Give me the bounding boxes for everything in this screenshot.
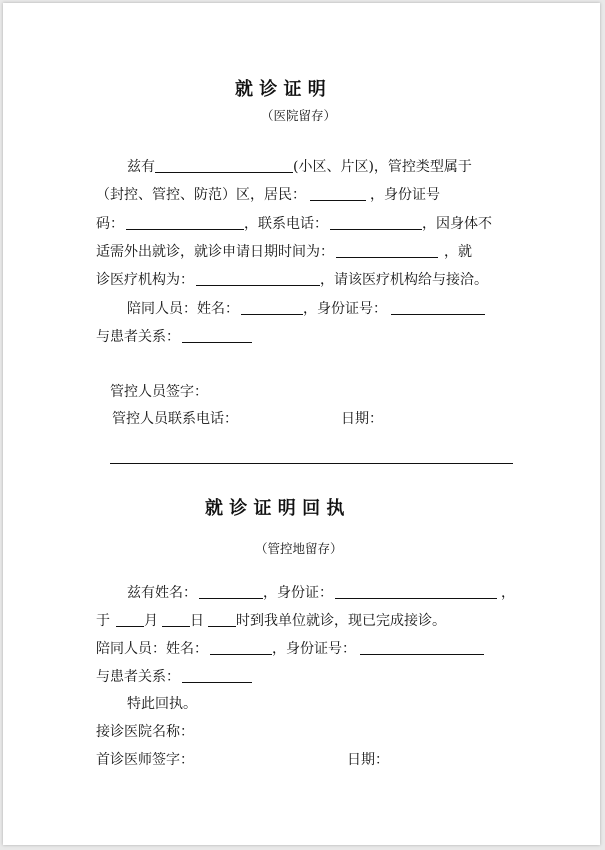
label-zi-you: 兹有 [127, 159, 155, 175]
receipt-line-3 [96, 639, 484, 658]
blank-relationship[interactable] [182, 667, 252, 683]
cert-staff-phone: 管控人员联系电话： [112, 411, 238, 427]
blank-month[interactable] [116, 611, 144, 627]
label-reason: ，因身体不 [422, 216, 492, 232]
blank-hour[interactable] [208, 611, 236, 627]
label-relationship: 与患者关系： [96, 329, 180, 345]
blank-id-number[interactable] [126, 214, 244, 230]
label-companion-id: ，身份证号： [303, 301, 387, 317]
label-relationship: 与患者关系： [96, 669, 180, 685]
label-code: 码： [96, 216, 124, 232]
blank-companion-id[interactable] [360, 639, 484, 655]
label-patient-name: 兹有姓名： [127, 585, 197, 601]
label-companion-name: 陪同人员：姓名： [127, 301, 239, 317]
receipt-date: 日期： [347, 752, 389, 768]
cert-line-4 [96, 242, 472, 261]
label-visit-done: 时到我单位就诊，现已完成接诊。 [236, 613, 446, 629]
receipt-title: 就 诊 证 明 回 执 [205, 498, 345, 519]
receipt-doctor-sign: 首诊医师签字： [96, 752, 194, 768]
blank-resident-name[interactable] [310, 185, 366, 201]
cert-sign: 管控人员签字： [110, 384, 208, 400]
cert-line-2 [96, 185, 440, 204]
label-yu: 于 [96, 613, 110, 629]
label-companion-name: 陪同人员：姓名： [96, 641, 208, 657]
label-month: 月 [144, 613, 158, 629]
cert-line-6 [127, 299, 485, 318]
blank-patient-name[interactable] [199, 583, 263, 599]
label-companion-id: ，身份证号： [272, 641, 356, 657]
blank-day[interactable] [162, 611, 190, 627]
blank-institution[interactable] [196, 270, 320, 286]
label-apply-time: 适需外出就诊，就诊申请日期时间为： [96, 244, 334, 260]
cut-line-divider [110, 463, 513, 464]
label-jiu: ，就 [444, 244, 472, 260]
label-day: 日 [190, 613, 204, 629]
label-zone-resident: （封控、管控、防范）区，居民： [96, 187, 306, 203]
blank-patient-id[interactable] [335, 583, 497, 599]
receipt-subtitle: （管控地留存） [255, 541, 343, 556]
cert-line-1 [127, 157, 472, 176]
label-comma: ， [501, 585, 515, 601]
cert-date: 日期： [341, 411, 383, 427]
receipt-line-4 [96, 667, 252, 686]
label-id-number: ，身份证号 [370, 187, 440, 203]
receipt-hereby: 特此回执。 [127, 696, 197, 712]
cert-line-3 [96, 214, 492, 233]
label-institution: 诊医疗机构为： [96, 272, 194, 288]
cert-subtitle: （医院留存） [261, 108, 337, 123]
receipt-hospital-name: 接诊医院名称： [96, 724, 194, 740]
label-request: ，请该医疗机构给与接洽。 [320, 272, 488, 288]
label-area: (小区、片区)，管控类型属于 [293, 159, 472, 175]
cert-line-7 [96, 327, 252, 346]
document-page [3, 3, 600, 845]
receipt-line-1 [127, 583, 515, 602]
blank-community[interactable] [155, 157, 293, 173]
blank-companion-name[interactable] [241, 299, 303, 315]
cert-line-5 [96, 270, 488, 289]
cert-title: 就 诊 证 明 [235, 79, 326, 100]
receipt-line-2 [96, 611, 446, 630]
blank-companion-name[interactable] [210, 639, 272, 655]
blank-phone[interactable] [330, 214, 422, 230]
label-patient-id: ，身份证： [263, 585, 333, 601]
blank-companion-id[interactable] [391, 299, 485, 315]
label-phone: ，联系电话： [244, 216, 328, 232]
blank-relationship[interactable] [182, 327, 252, 343]
blank-apply-time[interactable] [336, 242, 438, 258]
